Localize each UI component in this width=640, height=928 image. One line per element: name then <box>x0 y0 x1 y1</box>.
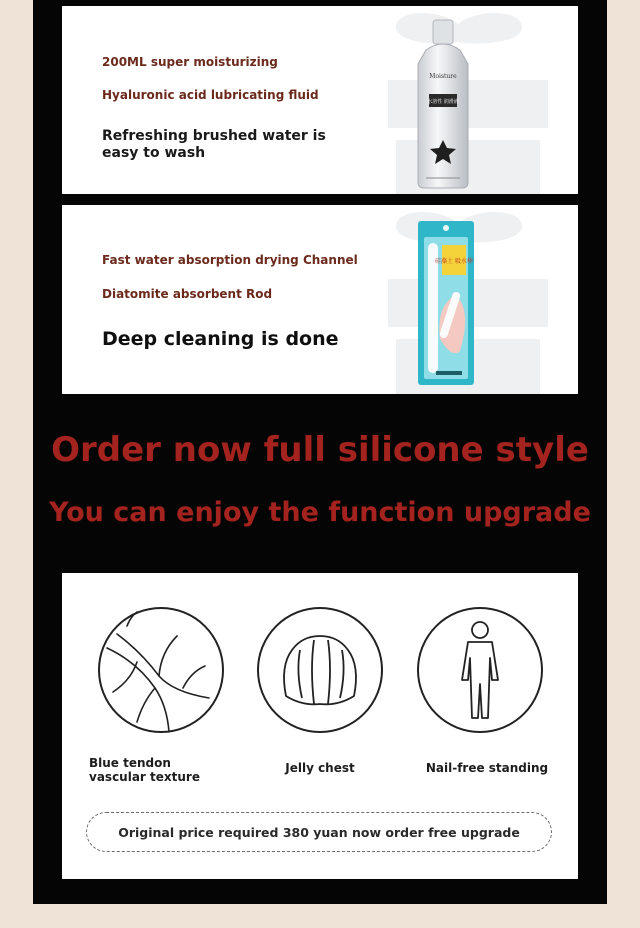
bottle-brand-text: Moisture <box>429 73 457 80</box>
card2-line3: Deep cleaning is done <box>102 328 339 350</box>
headline-line2: You can enjoy the function upgrade <box>49 497 591 528</box>
lubricant-bottle-image <box>412 18 474 190</box>
standing-figure-icon <box>416 606 544 734</box>
feature-label-jelly: Jelly chest <box>285 761 355 775</box>
vascular-texture-icon <box>97 606 225 734</box>
headline-line1: Order now full silicone style <box>51 430 589 470</box>
bottle-label-text: 水溶性 润滑液 <box>427 99 459 105</box>
jelly-chest-icon <box>256 606 384 734</box>
promo-pill: Original price required 380 yuan now order free upgrade <box>86 812 552 852</box>
card1-line1: 200ML super moisturizing <box>102 55 278 69</box>
card2-line1: Fast water absorption drying Channel <box>102 253 358 267</box>
diatomite-rod-package-image <box>416 219 476 387</box>
card2-line2: Diatomite absorbent Rod <box>102 287 273 301</box>
card1-line2: Hyaluronic acid lubricating fluid <box>102 88 319 102</box>
lubricant-card <box>62 6 578 194</box>
diatomite-card <box>62 205 578 394</box>
feature-label-vascular: Blue tendon vascular texture <box>89 756 200 784</box>
package-label-text: 硅藻土 吸水棒 <box>435 258 473 265</box>
card1-line3: Refreshing brushed water is easy to wash <box>102 128 326 161</box>
feature-label-standing: Nail-free standing <box>425 761 549 775</box>
